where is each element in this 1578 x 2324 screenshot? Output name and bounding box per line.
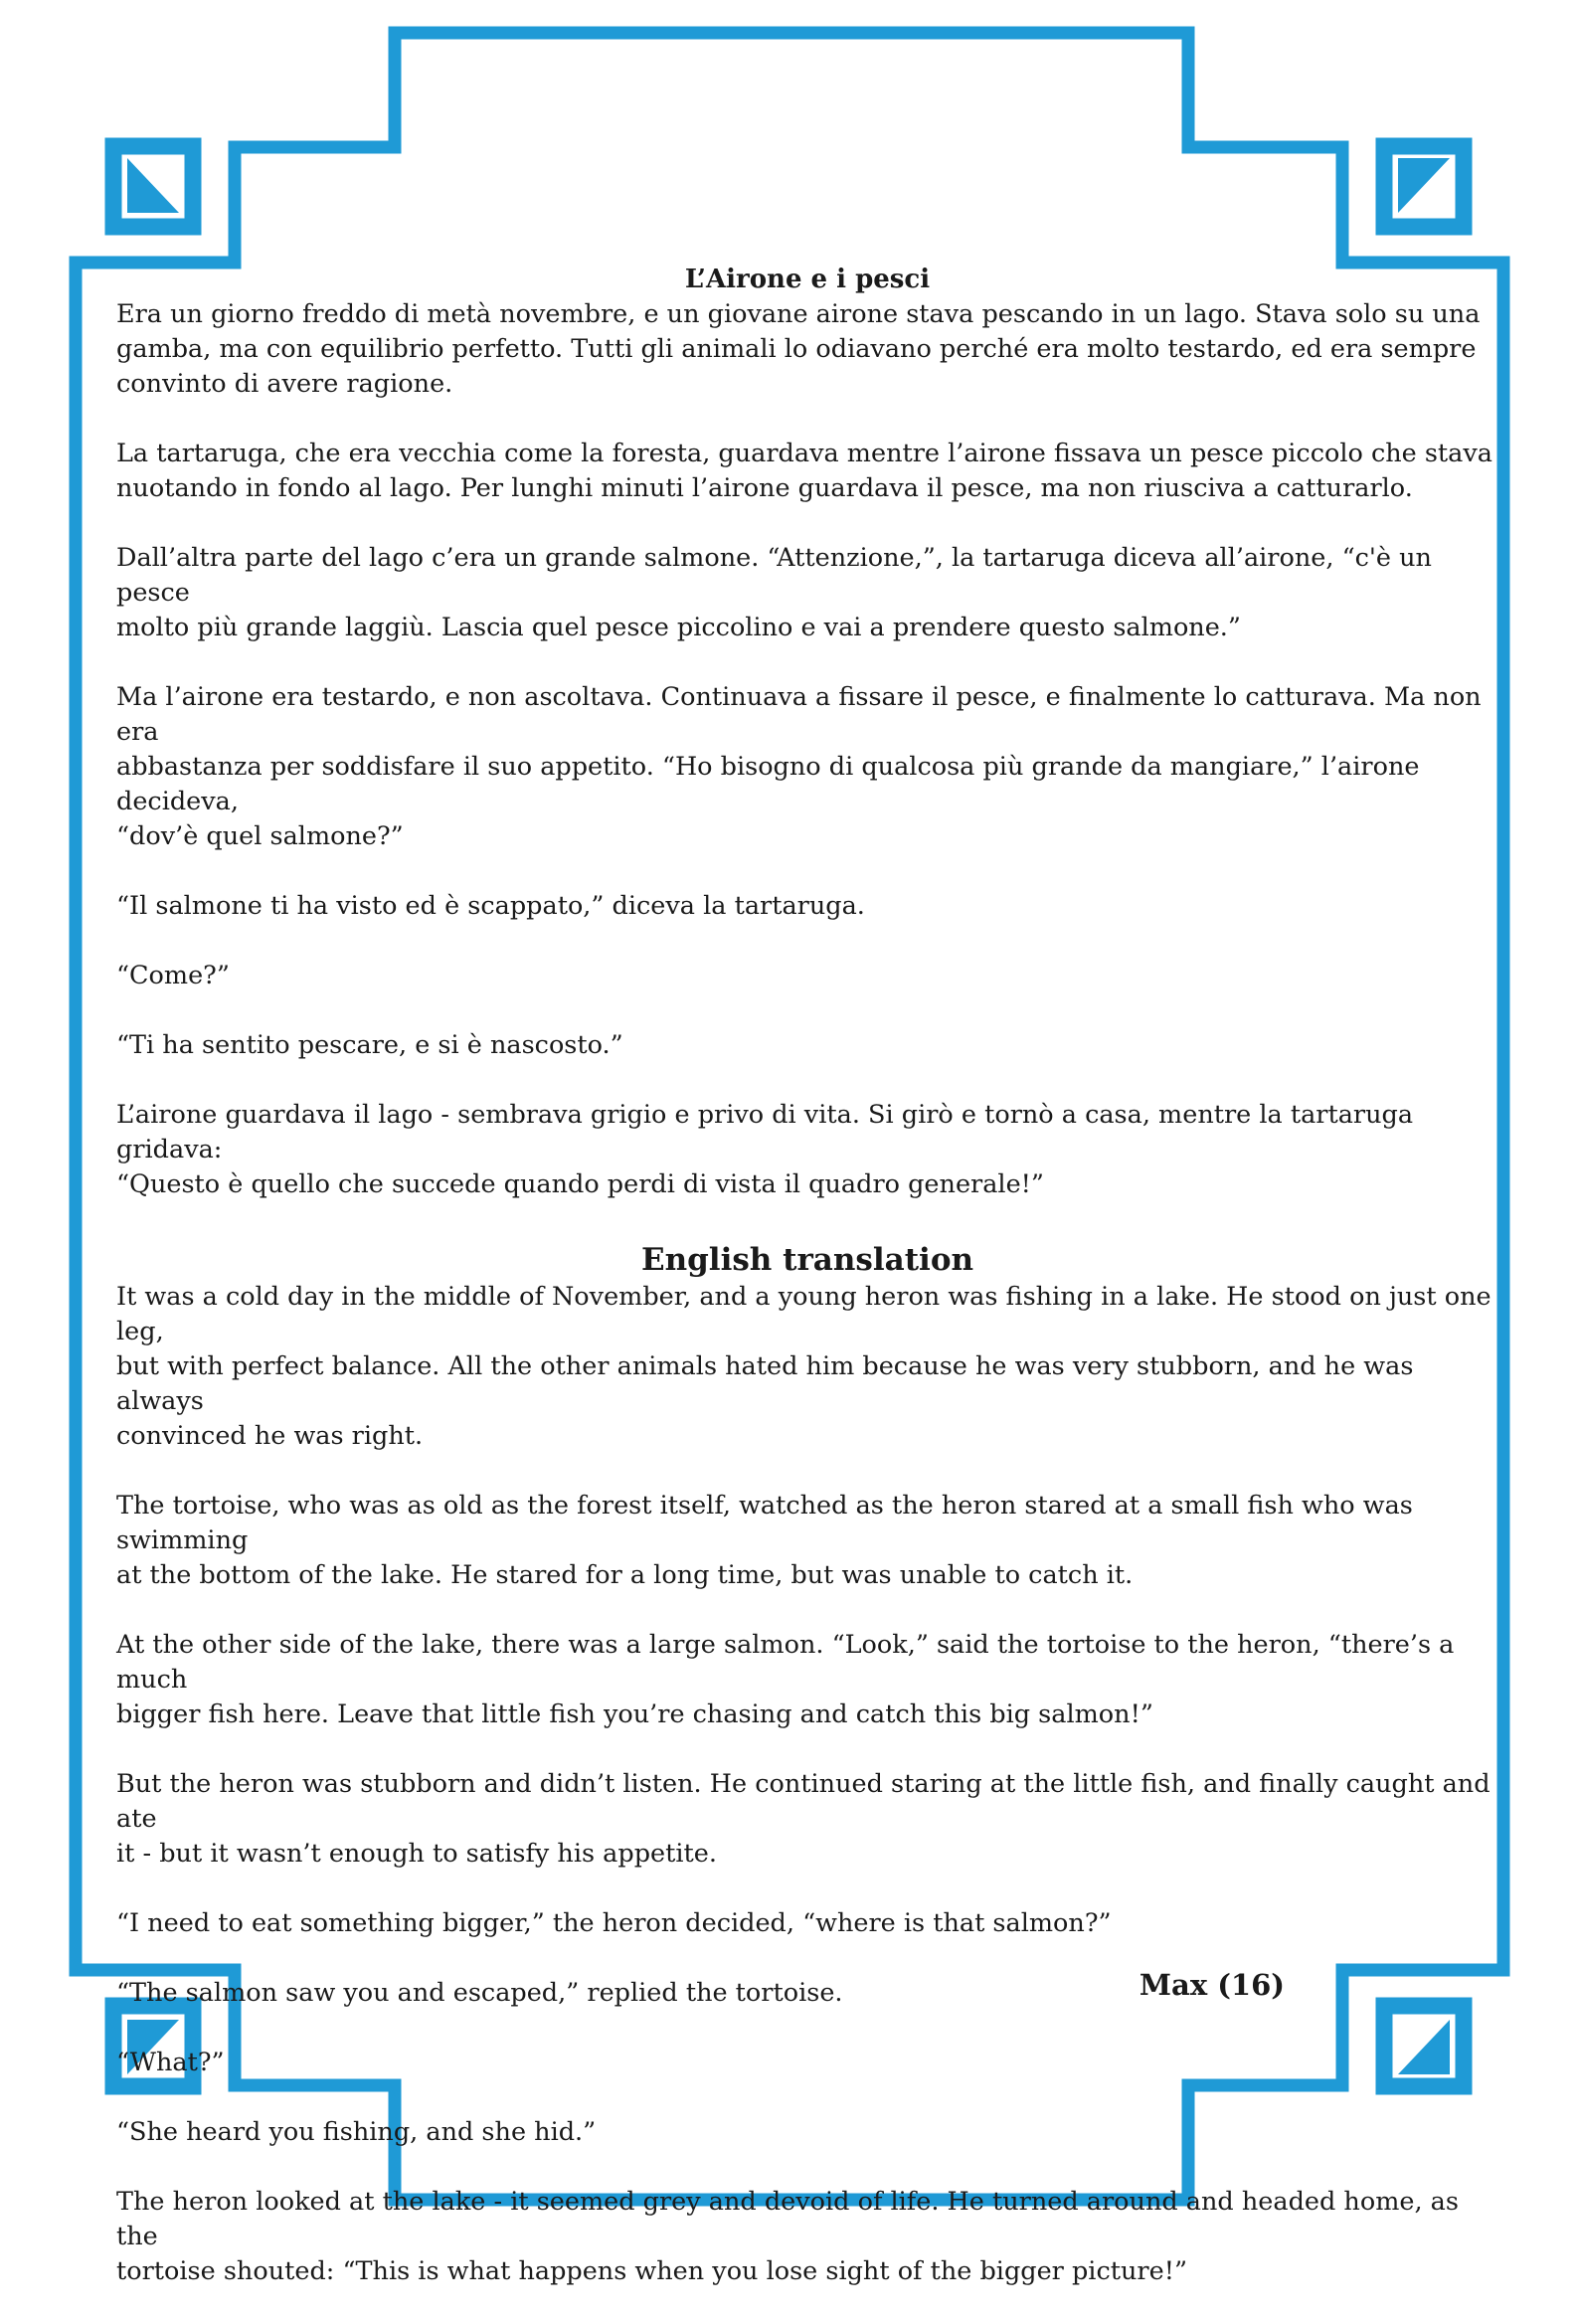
- english-paragraph: The tortoise, who was as old as the forest itself, watched as the heron stared at a small fish who was swimming at the bottom of the lake. He stared for a long time, but was unable to catch it.: [116, 1491, 1413, 1590]
- english-paragraph: At the other side of the lake, there was a large salmon. “Look,” said the tortoise to the heron, “there’s a much bigger fish here. Leave that little fish you’re chasing and catch this big salmon!”: [116, 1630, 1455, 1729]
- italian-paragraph: “Come?”: [116, 961, 230, 990]
- italian-paragraph: L’airone guardava il lago - sembrava grigio e privo di vita. Si girò e tornò a casa, mentre la tartaruga gridava: “Questo è quello che succede quando perdi di vista il quadro generale!”: [116, 1100, 1414, 1199]
- italian-paragraph: “Il salmone ti ha visto ed è scappato,” diceva la tartaruga.: [116, 891, 865, 921]
- english-paragraph: “The salmon saw you and escaped,” replied the tortoise.: [116, 1978, 843, 2008]
- corner-ornament-top-left: [113, 146, 193, 227]
- english-paragraph: “I need to eat something bigger,” the heron decided, “where is that salmon?”: [116, 1908, 1112, 1938]
- author-signature: Max (16): [1139, 1968, 1285, 2002]
- italian-paragraph: Ma l’airone era testardo, e non ascoltava. Continuava a fissare il pesce, e finalmente lo catturava. Ma non era abbastanza per soddisfare il suo appetito. “Ho bisogno di qualcosa più grande da mangiare,” l’airone decideva, “dov’è quel salmone?”: [116, 682, 1482, 851]
- story-content: [116, 263, 1498, 2324]
- italian-paragraph: Dall’altra parte del lago c’era un grande salmone. “Attenzione,”, la tartaruga diceva all’airone, “c'è un pesce molto più grande laggiù. Lascia quel pesce piccolino e vai a prendere questo salmone.”: [116, 543, 1432, 642]
- english-paragraph: It was a cold day in the middle of November, and a young heron was fishing in a lake. He stood on just one leg, but with perfect balance. All the other animals hated him because he was very stubborn, and he was always convinced he was right.: [116, 1282, 1491, 1451]
- italian-title: L’Airone e i pesci: [684, 265, 931, 294]
- english-paragraph: The heron looked at the lake - it seemed grey and devoid of life. He turned around and headed home, as the tortoise shouted: “This is what happens when you lose sight of the bigger picture!”: [116, 2187, 1459, 2286]
- english-paragraph: But the heron was stubborn and didn’t listen. He continued staring at the little fish, and finally caught and ate it - but it wasn’t enough to satisfy his appetite.: [116, 1769, 1490, 1869]
- italian-paragraph: “Ti ha sentito pescare, e si è nascosto.”: [116, 1030, 623, 1060]
- english-translation-heading: English translation: [640, 1242, 974, 1278]
- corner-ornament-top-right: [1384, 146, 1464, 227]
- italian-paragraph: Era un giorno freddo di metà novembre, e un giovane airone stava pescando in un lago. Stava solo su una gamba, ma con equilibrio perfetto. Tutti gli animali lo odiavano perché era molto testardo, ed era sempre convinto di avere ragione.: [116, 299, 1481, 399]
- english-paragraph: “She heard you fishing, and she hid.”: [116, 2117, 597, 2147]
- english-paragraph: “What?”: [116, 2048, 225, 2077]
- italian-paragraph: La tartaruga, che era vecchia come la foresta, guardava mentre l’airone fissava un pesce piccolo che stava nuotando in fondo al lago. Per lunghi minuti l’airone guardava il pesce, ma non riusciva a catturarlo.: [116, 439, 1492, 503]
